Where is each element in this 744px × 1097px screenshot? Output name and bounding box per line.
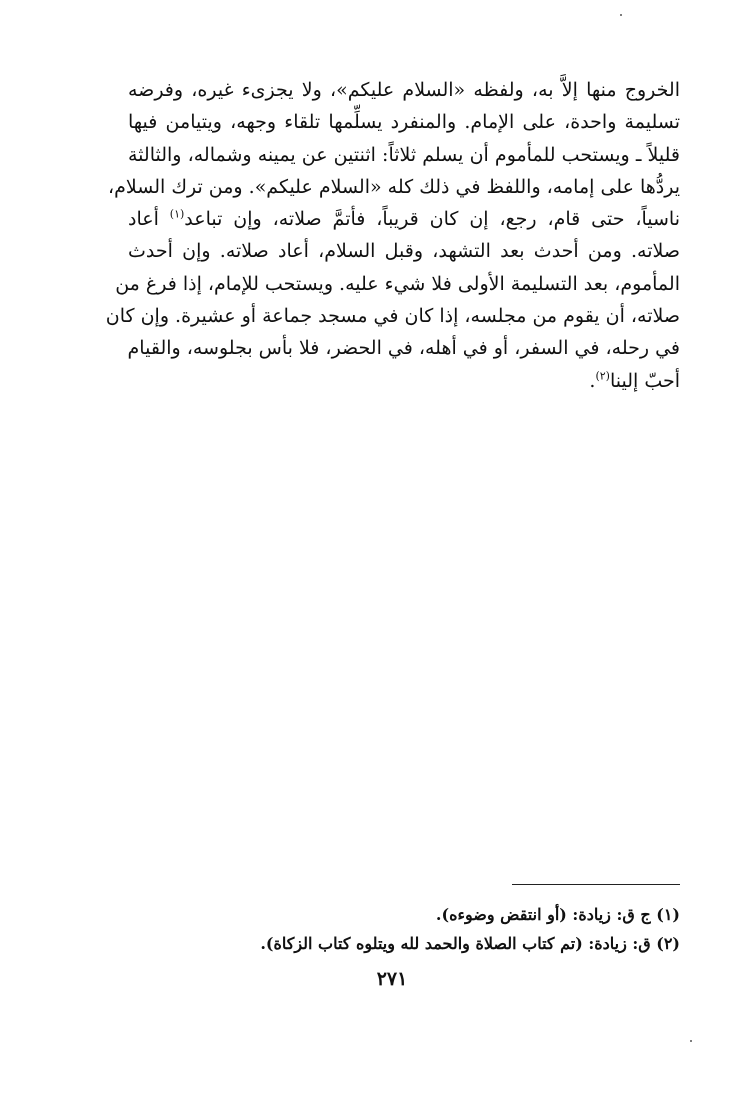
footnote-ref-1: (١) bbox=[169, 207, 185, 221]
body-line-9: في رحله، في السفر، أو في أهله، في الحضر، فلا بأس بجلوسه، والقيام bbox=[127, 337, 680, 360]
body-line-10-end: . bbox=[589, 369, 596, 392]
footnote-ref-2: (٢) bbox=[595, 369, 610, 383]
main-text-block bbox=[105, 74, 681, 397]
body-line-5 bbox=[128, 203, 680, 235]
body-line-3: قليلاً ـ ويستحب للمأموم أن يسلم ثلاثاً: اثنتين عن يمينه وشماله، والثالثة bbox=[128, 143, 680, 166]
footnotes-block bbox=[200, 900, 680, 958]
body-line-5-text: ناسياً، حتى قام، رجع، إن كان قريباً، فأتمَّ صلاته، وإن تباعد bbox=[184, 208, 681, 231]
body-line-10-text: أحبّ إلينا bbox=[609, 369, 680, 392]
scan-speck bbox=[690, 1040, 692, 1042]
body-line-1: الخروج منها إلاَّ به، ولفظه «السلام عليكم»، ولا يجزىء غيره، وفرضه bbox=[128, 79, 680, 101]
page-number: ٢٧١ bbox=[376, 968, 408, 990]
body-line-10 bbox=[128, 365, 680, 397]
scan-speck bbox=[620, 14, 622, 16]
footnote-2: (٢) ق: زيادة: (تم كتاب الصلاة والحمد لله ويتلوه كتاب الزكاة). bbox=[260, 934, 680, 953]
body-line-5-tail: أعاد bbox=[128, 208, 170, 231]
body-line-4: يردُّها على إمامه، واللفظ في ذلك كله «السلام عليكم». ومن ترك السلام، bbox=[108, 175, 680, 198]
body-line-6: صلاته. ومن أحدث بعد التشهد، وقبل السلام، أعاد صلاته. وإن أحدث bbox=[128, 240, 680, 263]
footnote-1: (١) ج ق: زيادة: (أو انتقض وضوءه). bbox=[435, 905, 680, 924]
footnote-separator bbox=[512, 884, 680, 885]
body-line-8: صلاته، أن يقوم من مجلسه، إذا كان في مسجد جماعة أو عشيرة. وإن كان bbox=[105, 305, 680, 328]
body-line-2: تسليمة واحدة، على الإمام. والمنفرد يسلِّمها تلقاء وجهه، ويتيامن فيها bbox=[128, 111, 680, 134]
body-line-7: المأموم، بعد التسليمة الأولى فلا شيء عليه. ويستحب للإمام، إذا فرغ من bbox=[115, 272, 680, 295]
